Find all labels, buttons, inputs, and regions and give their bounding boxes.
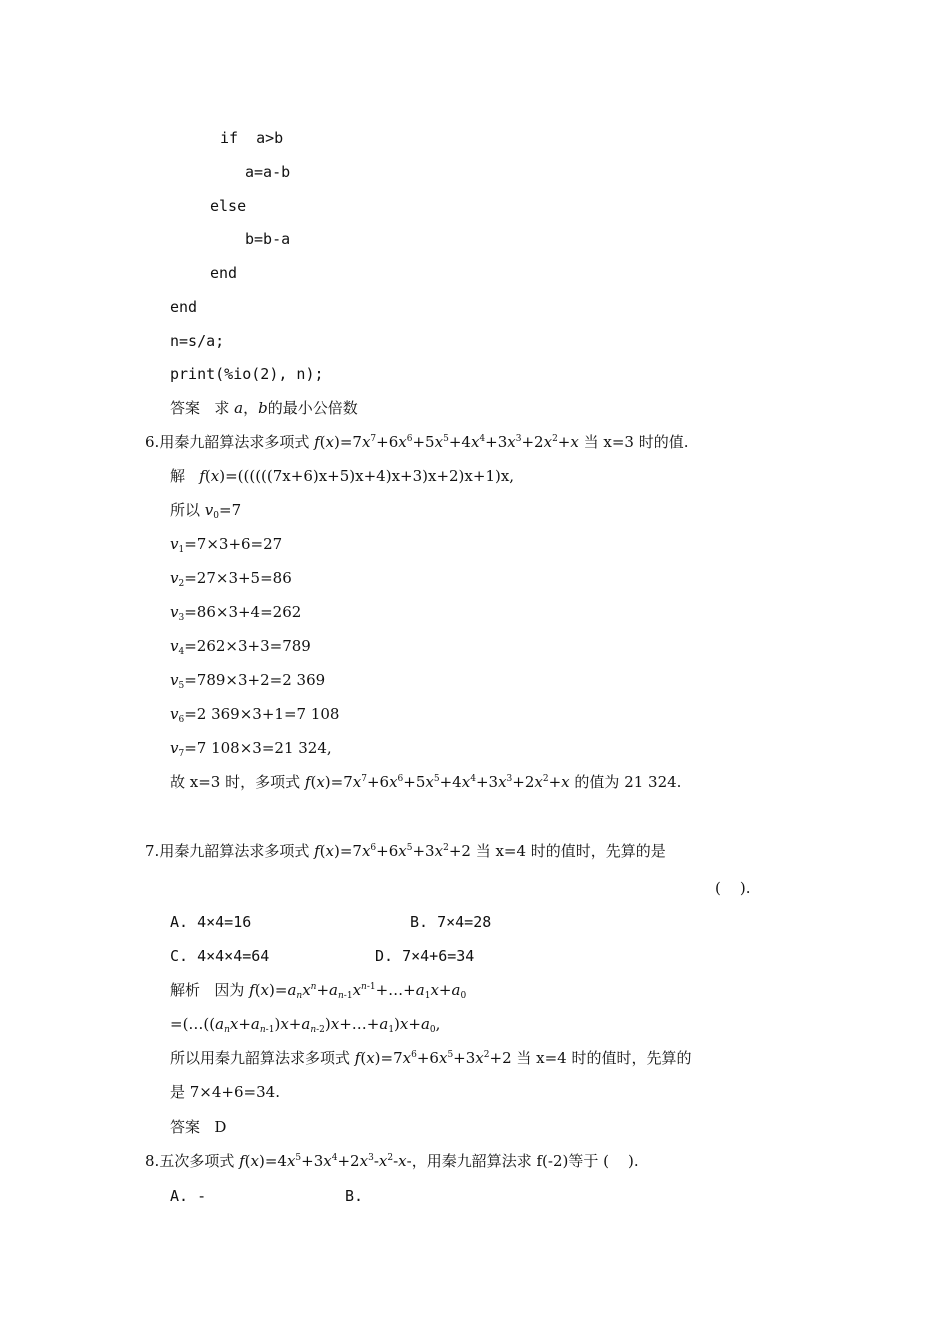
q7-analysis-line4: 是 7×4+6=34. <box>170 1083 280 1101</box>
answer-bracket: ( ). <box>715 879 751 897</box>
q7-option-d: D. 7×4+6=34 <box>375 947 475 965</box>
q7-analysis-line1: 解析 因为 $f(x)=a_nx^n+a_{n-1}x^{n-1}+\dots+a_1x+a_0$ <box>170 981 467 1001</box>
answer-label: 答案 <box>170 1118 201 1136</box>
q6-v5: $v_5=789\times 3+2=2$ 369 <box>170 671 326 691</box>
q6-v0: 所以 $v_0=7$ <box>170 501 242 521</box>
code-else-line: else <box>210 197 247 215</box>
q6-v1: $v_1=7\times 3+6=27$ <box>170 535 283 555</box>
q7-analysis-line2: $=(\dots((a_nx+a_{n-1})x+a_{n-2})x+\dots+a_1)x+a_0$, <box>170 1015 441 1035</box>
solution-label: 解 <box>170 467 186 485</box>
q8-option-a: A. - <box>170 1187 207 1205</box>
q6-conclusion: 故 x=3 时，多项式 $f(x)=7x^7+6x^6+5x^5+4x^4+3x^3+2x^2+x$ 的值为 21 324. <box>170 773 682 791</box>
q6-v3: $v_3=86\times 3+4=262$ <box>170 603 302 623</box>
q7-option-b: B. 7×4=28 <box>410 913 492 931</box>
q8-stem: 8.五次多项式 $f(x)=4x^5+3x^4+2x^3-x^2-x-$，用秦九韶算法求 f(-2)等于 ( ). <box>145 1152 639 1170</box>
analysis-label: 解析 <box>170 981 201 999</box>
q6-solution: 解 f(x)=((((((7x+6)x+5)x+4)x+3)x+2)x+1)x, <box>170 467 515 485</box>
question-number: 7. <box>145 842 160 860</box>
code-if-line: if a>b <box>220 129 284 147</box>
q6-v2: $v_2=27\times 3+5=86$ <box>170 569 292 589</box>
q5-answer-label: 答案 <box>170 399 201 417</box>
question-number: 6. <box>145 433 160 451</box>
q6-v7: $v_7=7$ 108×3=21 324, <box>170 739 332 759</box>
answer-value: D <box>214 1118 227 1136</box>
q6-v4: $v_4=262\times 3+3=789$ <box>170 637 311 657</box>
code-a-assign: a=a-b <box>245 163 291 181</box>
q5-answer: 答案 求 a，b的最小公倍数 <box>170 399 358 417</box>
q7-option-a: A. 4×4=16 <box>170 913 252 931</box>
q8-option-b: B. <box>345 1187 364 1205</box>
code-end-inner: end <box>210 264 238 282</box>
code-n-assign: n=s/a; <box>170 332 225 350</box>
code-b-assign: b=b-a <box>245 230 291 248</box>
code-end-outer: end <box>170 298 198 316</box>
q7-answer <box>170 1117 226 1137</box>
q6-stem: 6.用秦九韶算法求多项式 $f(x)=7x^7+6x^6+5x^5+4x^4+3x^3+2x^2+x$ 当 x=3 时的值. <box>145 433 689 451</box>
question-number: 8. <box>145 1152 160 1170</box>
code-print-line: print(%io(2), n); <box>170 365 324 383</box>
q7-analysis-line3: 所以用秦九韶算法求多项式 $f(x)=7x^6+6x^5+3x^2+2$ 当 x=4 时的值时，先算的 <box>170 1049 692 1067</box>
q7-stem: 7.用秦九韶算法求多项式 $f(x)=7x^6+6x^5+3x^2+2$ 当 x=4 时的值时，先算的是 <box>145 842 666 860</box>
q7-option-c: C. 4×4×4=64 <box>170 947 270 965</box>
q6-v6: $v_6=2$ 369×3+1=7 108 <box>170 705 340 725</box>
